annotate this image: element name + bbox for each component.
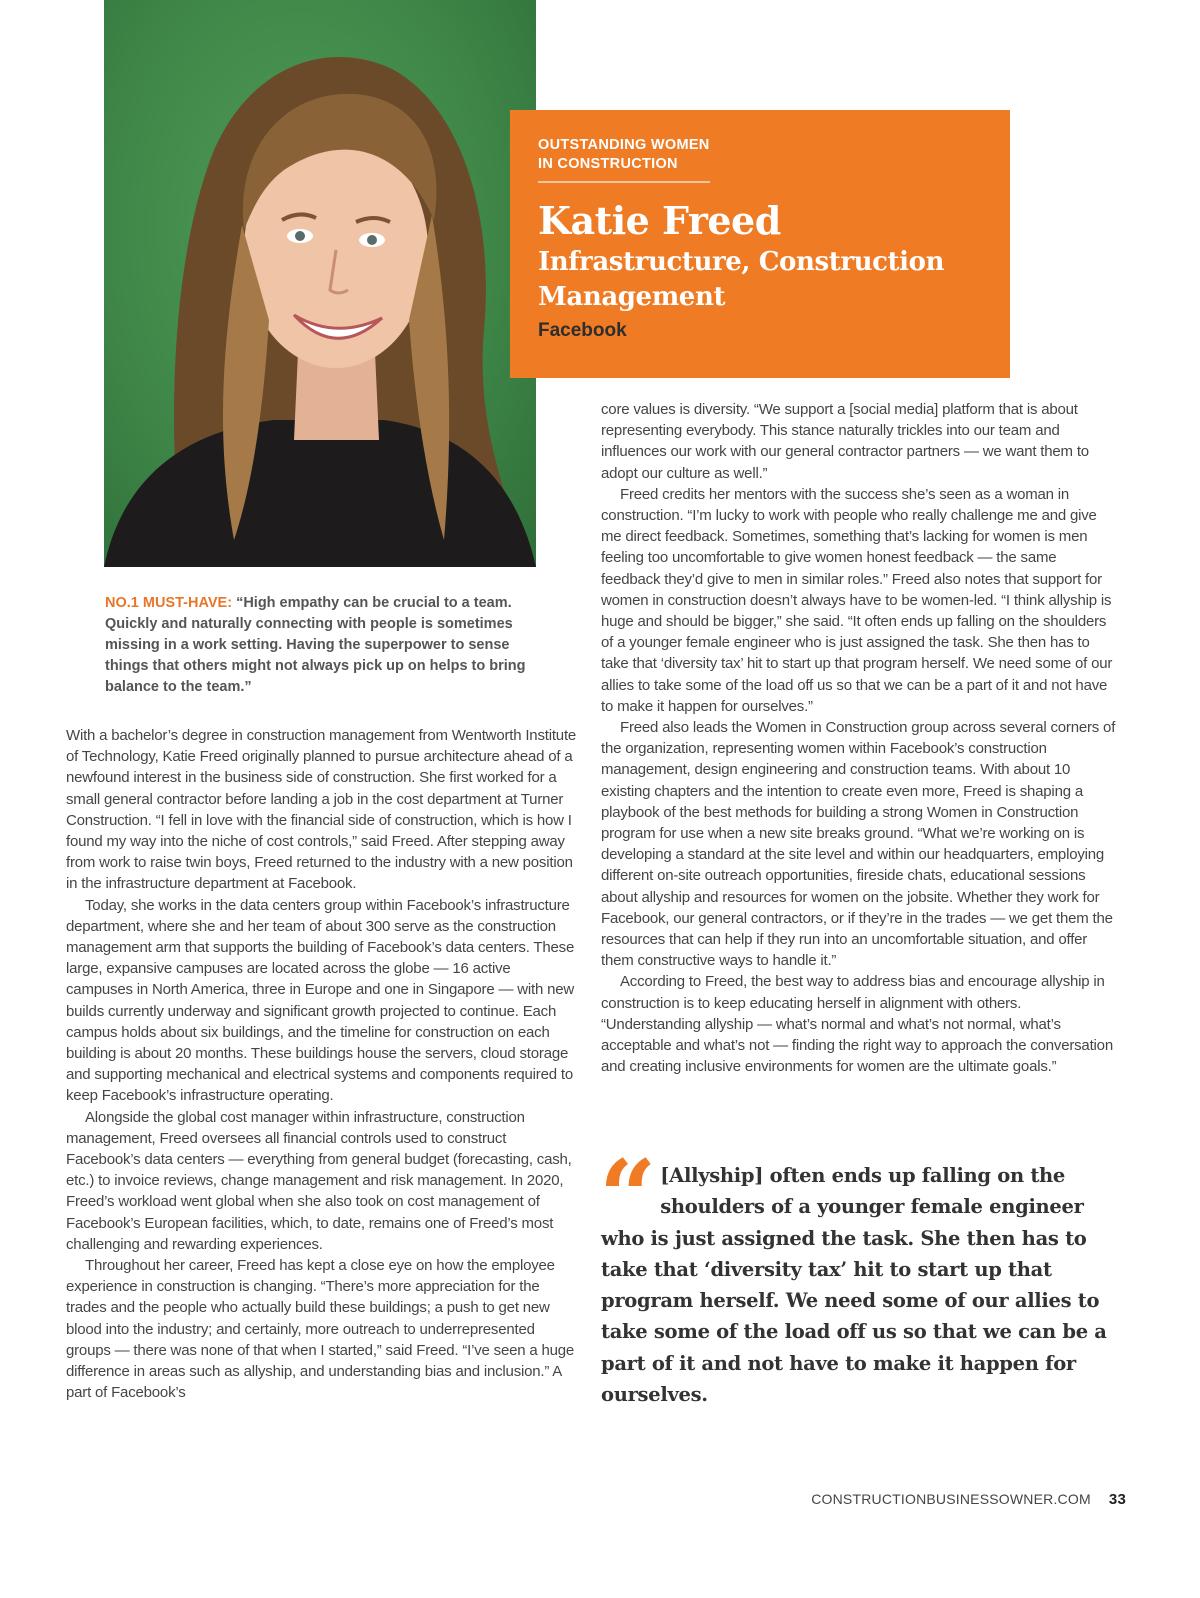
paragraph: Today, she works in the data centers group within Facebook’s infrastructure department, where she and her team of about 300 serve as the construction management arm that supports the building of Facebook’s data centers. These large, expansive campuses are located across the globe — 16 active campuses in North America, three in Europe and one in Singapore — with new builds currently underway and significant growth projected to continue. Each campus holds about six buildings, and the timeline for construction on each building is about 20 months. These buildings house the servers, cloud storage and supporting mechanical and electrical systems and components required to keep Facebook’s infrastructure operating. [66,896,575,1105]
profile-name: Katie Freed [538,198,781,243]
article-right-column [601,399,1117,1078]
pull-quote [599,1138,1121,1410]
footer-site: CONSTRUCTIONBUSINESSOWNER.COM [811,1491,1091,1507]
page-footer [811,1491,1126,1508]
must-have-callout [105,593,545,698]
portrait-photo [104,0,536,567]
article-left-column [66,725,580,1404]
profile-company: Facebook [538,320,627,341]
must-have-text: “High empathy can be crucial to a team. Quickly and naturally connecting with people is sometimes missing in a work setting. Having the superpower to sense things that others might not always pick up on helps to bring balance to the team.” [105,595,526,695]
paragraph: Freed credits her mentors with the success she’s seen as a woman in construction. “I’m lucky to work with people who really challenge me and give me direct feedback. Sometimes, something that’s lacking for women is men feeling too uncomfortable to give women honest feedback — the same feedback they’d give to men in similar roles.” Freed also notes that support for women in construction doesn’t always have to be women-led. “I think allyship is huge and should be bigger,” she said. “It often ends up falling on the shoulders of a younger female engineer who is just assigned the task. She then has to take that ‘diversity tax’ hit to start up that program herself. We need some of our allies to take some of the load off us so that we can be a part of it and not have to make it happen for ourselves.” [601,485,1113,715]
quote-mark-icon: “ [599,1138,657,1256]
paragraph: Throughout her career, Freed has kept a close eye on how the employee experience in construction is changing. “There’s more appreciation for the trades and the people who actually build these buildings; a push to get new blood into the industry; and certainly, more outreach to underrepresented groups — there was none of that when I started,” said Freed. “I’ve seen a huge difference in areas such as allyship, and understanding bias and inclusion.” A part of Facebook’s [66,1257,575,1402]
paragraph: With a bachelor’s degree in construction management from Wentworth Institute of Technology, Katie Freed originally planned to pursue architecture ahead of a newfound interest in the business side of construction. She first worked for a small general contractor before landing a job in the cost department at Turner Construction. “I fell in love with the financial side of construction, which is how I found my way into the niche of cost controls,” said Freed. After stepping away from work to raise twin boys, Freed returned to the industry with a new position in the infrastructure department at Facebook. [66,727,577,893]
paragraph: According to Freed, the best way to address bias and encourage allyship in construction is to keep educating herself in alignment with others. “Understanding allyship — what’s normal and what’s not normal, what’s acceptable and what’s not — finding the right way to approach the conversation and creating inclusive environments for women are the ultimate goals.” [601,973,1113,1076]
portrait-illustration [104,0,536,567]
page-number: 33 [1108,1491,1126,1508]
paragraph: core values is diversity. “We support a [social media] platform that is about representing everybody. This stance naturally trickles into our team and influences our work with our general contractor partners — we want them to adopt our culture as well.” [601,401,1089,482]
kicker-line-1: OUTSTANDING WOMEN [538,137,710,153]
must-have-label: NO.1 MUST-HAVE: [105,595,233,611]
profile-role: Infrastructure, Construction Management [538,247,945,312]
section-kicker [538,136,710,183]
pull-quote-text: [Allyship] often ends up falling on the shoulders of a younger female engineer who is just assigned the task. She then has to take that ‘diversity tax’ hit to start up that program herself. We need some of our allies to take some of the load off us so that we can be a part of it and not have to make it happen for ourselves. [601,1164,1107,1407]
title-banner [510,110,1010,378]
kicker-line-2: IN CONSTRUCTION [538,156,678,172]
paragraph: Alongside the global cost manager within infrastructure, construction management, Freed oversees all financial controls used to construct Facebook’s data centers — everything from general budget (forecasting, cash, etc.) to invoice reviews, change management and risk management. In 2020, Freed’s workload went global when she also took on cost management of Facebook’s European facilities, which, to date, remains one of Freed’s most challenging and rewarding experiences. [66,1108,572,1253]
paragraph: Freed also leads the Women in Construction group across several corners of the organization, representing women within Facebook’s construction management, design engineering and construction teams. With about 10 existing chapters and the intention to create even more, Freed is shaping a playbook of the best methods for building a strong Women in Construction program for use when a new site breaks ground. “What we’re working on is developing a standard at the site level and within our headquarters, employing different on-site outreach opportunities, fireside chats, educational sessions about allyship and resources for women on the jobsite. Whether they work for Facebook, our general contractors, or if they’re in the trades — we get them the resources that can help if they run into an uncomfortable situation, and offer them constructive ways to handle it.” [601,719,1116,970]
